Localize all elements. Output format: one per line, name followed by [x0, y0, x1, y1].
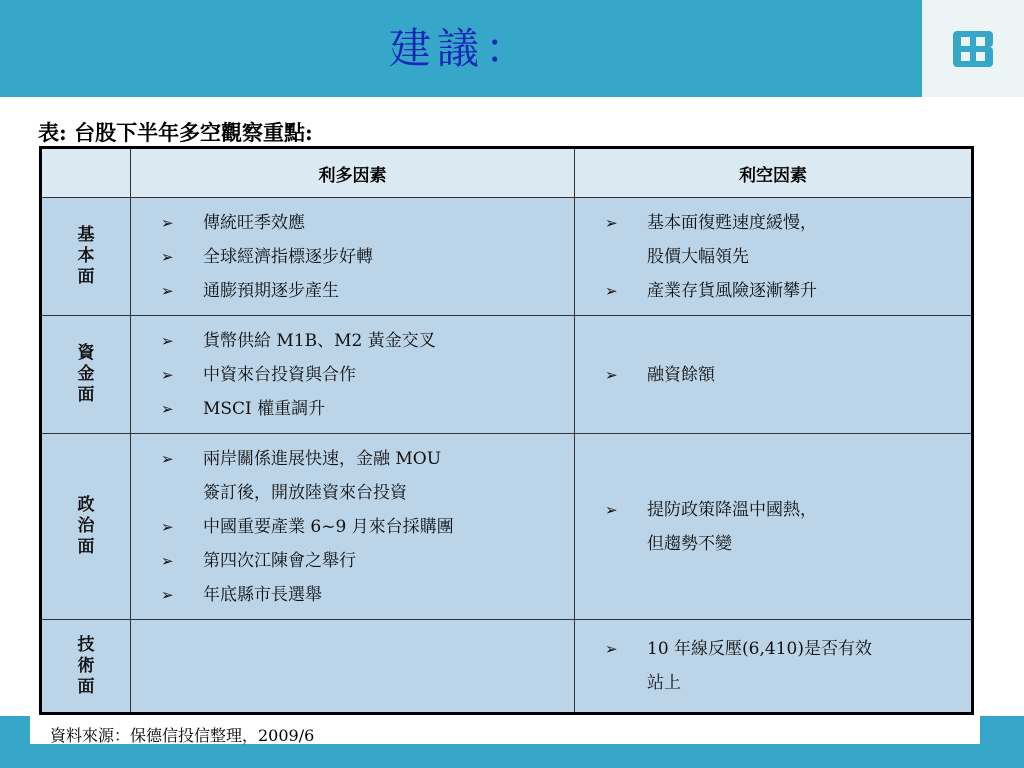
row-label-char: 本	[77, 246, 95, 266]
factor-text: 年底縣市長選舉	[203, 584, 322, 605]
table-corner-cell	[41, 148, 131, 198]
factor-text: 融資餘額	[647, 364, 715, 385]
arrow-bullet-icon: ➢	[161, 365, 174, 384]
factor-list-item	[161, 206, 566, 240]
bullish-factor-cell	[131, 620, 575, 714]
bearish-factor-cell	[575, 316, 973, 434]
factor-text: 簽訂後，開放陸資來台投資	[203, 482, 407, 503]
factor-text: MSCI 權重調升	[203, 398, 326, 419]
factor-text: 兩岸關係進展快速，金融 MOU	[203, 448, 442, 469]
factor-text: 通膨預期逐步產生	[203, 280, 339, 301]
row-label-char: 政	[77, 495, 95, 515]
bullish-factors-header: 利多因素	[131, 148, 575, 198]
factor-list-item	[605, 274, 963, 308]
arrow-bullet-icon: ➢	[161, 213, 174, 232]
table-row	[41, 198, 973, 316]
factor-text: 10 年線反壓(6,410)是否有效	[647, 639, 872, 659]
factor-text: 傳統旺季效應	[203, 212, 305, 233]
row-category-label	[41, 316, 131, 434]
factor-list-item	[161, 358, 566, 392]
factor-list-item	[161, 544, 566, 578]
arrow-bullet-icon: ➢	[605, 500, 618, 519]
arrow-bullet-icon: ➢	[161, 551, 174, 570]
table-row	[41, 434, 973, 620]
arrow-bullet-icon: ➢	[161, 331, 174, 350]
bearish-factor-cell	[575, 434, 973, 620]
factor-text: 站上	[647, 673, 681, 693]
arrow-bullet-icon: ➢	[605, 281, 618, 300]
factor-list-item	[161, 324, 566, 358]
bullish-factor-cell	[131, 316, 575, 434]
factor-text: 基本面復甦速度緩慢，	[647, 212, 817, 233]
arrow-bullet-icon: ➢	[161, 449, 174, 468]
factor-list-item	[161, 392, 566, 426]
factor-list-item	[605, 358, 963, 392]
row-label-char: 金	[77, 364, 95, 384]
factor-list-item	[161, 274, 566, 308]
row-label-char: 技	[77, 634, 95, 655]
table-caption: 表: 台股下半年多空觀察重點:	[38, 120, 313, 145]
table-header-row	[41, 148, 973, 198]
factor-list-item	[605, 493, 963, 561]
arrow-bullet-icon: ➢	[605, 640, 618, 658]
bullish-factor-cell	[131, 198, 575, 316]
factor-text: 提防政策降溫中國熱，	[647, 499, 817, 520]
row-label-char: 面	[77, 267, 95, 287]
factor-text: 中國重要產業 6~9 月來台採購團	[203, 516, 454, 537]
table-row	[41, 316, 973, 434]
bearish-factors-header: 利空因素	[575, 148, 973, 198]
arrow-bullet-icon: ➢	[161, 247, 174, 266]
slide-title: 建議：	[388, 24, 533, 73]
factor-list-item	[161, 240, 566, 274]
row-label-char: 資	[77, 343, 95, 363]
factor-list-item	[605, 206, 963, 274]
bearish-factor-cell	[575, 620, 973, 714]
factor-list-item	[161, 442, 566, 510]
factor-list-item	[605, 632, 963, 700]
factor-list-item	[161, 578, 566, 612]
bull-bear-factor-table	[39, 146, 974, 715]
factor-list-item	[161, 510, 566, 544]
row-category-label	[41, 620, 131, 714]
arrow-bullet-icon: ➢	[161, 585, 174, 604]
table-row	[41, 620, 973, 714]
row-label-char: 術	[77, 655, 95, 676]
factor-text: 第四次江陳會之舉行	[203, 550, 356, 571]
fubon-logo-icon	[951, 27, 995, 71]
arrow-bullet-icon: ➢	[605, 365, 618, 384]
factor-text: 中資來台投資與合作	[203, 364, 356, 385]
factor-text: 產業存貨風險逐漸攀升	[647, 280, 817, 301]
row-label-char: 面	[77, 537, 95, 557]
source-note: 資料來源：保德信投信整理，2009/6	[50, 726, 315, 745]
footer-bar	[0, 744, 1024, 768]
bearish-factor-cell	[575, 198, 973, 316]
row-label-char: 面	[77, 385, 95, 405]
arrow-bullet-icon: ➢	[161, 399, 174, 418]
row-label-char: 面	[77, 676, 95, 697]
arrow-bullet-icon: ➢	[605, 213, 618, 232]
arrow-bullet-icon: ➢	[161, 281, 174, 300]
row-category-label	[41, 198, 131, 316]
factor-text: 但趨勢不變	[647, 533, 732, 554]
table-image-panel	[30, 97, 980, 744]
row-label-char: 基	[77, 225, 95, 245]
arrow-bullet-icon: ➢	[161, 517, 174, 536]
logo-panel	[922, 0, 1024, 97]
factor-text: 全球經濟指標逐步好轉	[203, 246, 373, 267]
factor-text: 貨幣供給 M1B、M2 黃金交叉	[203, 330, 436, 351]
row-category-label	[41, 434, 131, 620]
row-label-char: 治	[77, 516, 95, 536]
bullish-factor-cell	[131, 434, 575, 620]
factor-text: 股價大幅領先	[647, 246, 749, 267]
